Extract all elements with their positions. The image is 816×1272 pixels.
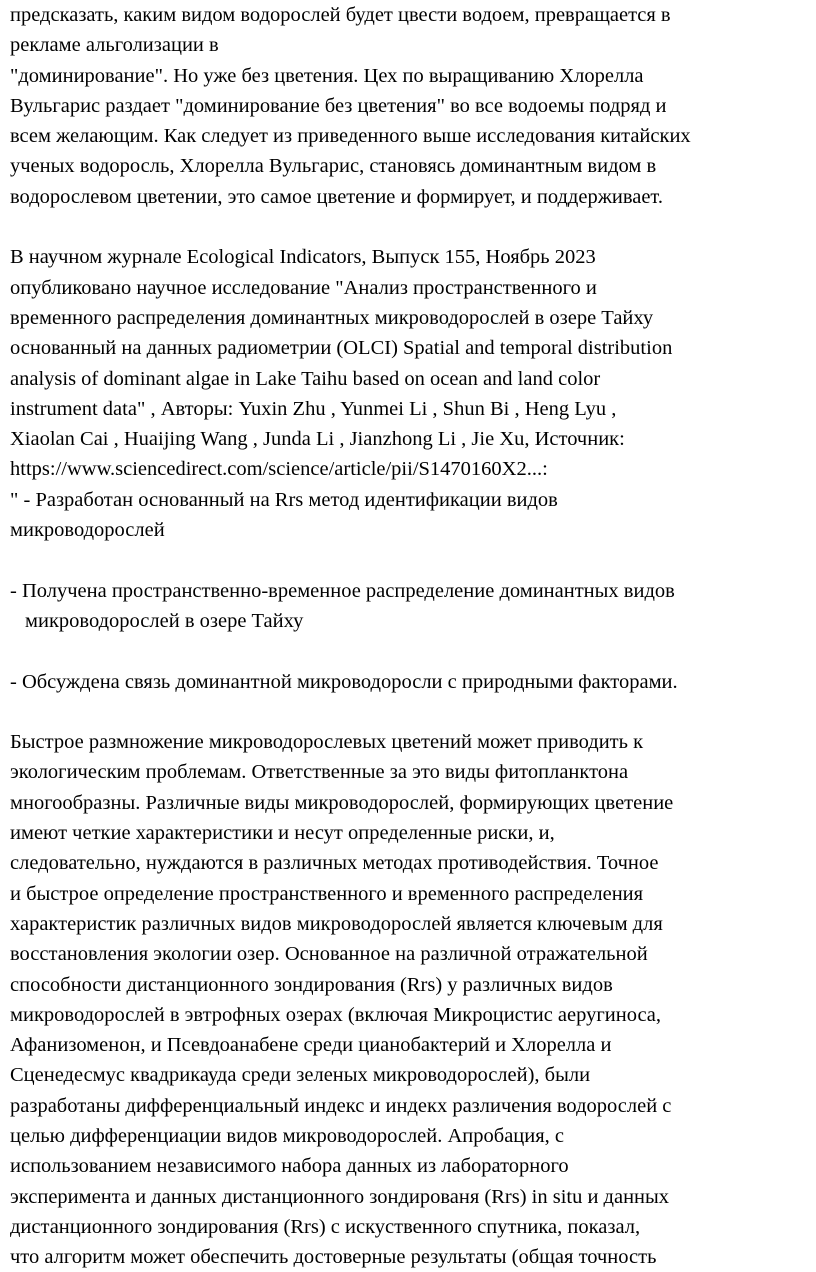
text-line: что алгоритм может обеспечить достоверные результаты (общая точность xyxy=(10,1246,657,1269)
text-line: - Получена пространственно-временное распределение доминантных видов xyxy=(10,579,675,602)
text-line: микроводорослей в озере Тайху xyxy=(25,609,304,632)
text-line: дистанционного зондирования (Rrs) с искуственного спутника, показал, xyxy=(10,1215,641,1238)
text-line: микроводорослей в эвтрофных озерах (включая Микроцистис аеругиноса, xyxy=(10,1003,662,1026)
paragraph-publication xyxy=(10,242,810,545)
text-line: эксперимента и данных дистанционного зондированя (Rrs) in situ и данных xyxy=(10,1185,670,1208)
text-line: характеристик различных видов микроводорослей является ключевым для xyxy=(10,912,663,935)
document-page xyxy=(10,0,810,1272)
text-line: instrument data" , Авторы: Yuxin Zhu , Yunmei Li , Shun Bi , Heng Lyu , xyxy=(10,397,617,420)
text-line: В научном журнале Ecological Indicators, Выпуск 155, Ноябрь 2023 xyxy=(10,246,596,269)
text-line: использованием независимого набора данных из лабораторного xyxy=(10,1155,569,1178)
paragraph-gap xyxy=(10,212,810,242)
source-link-text: https://www.sciencedirect.com/science/article/pii/S1470160X2...: xyxy=(10,458,548,481)
text-line: следовательно, нуждаются в различных методах противодействия. Точное xyxy=(10,852,659,875)
highlight-item-factors xyxy=(10,667,810,697)
text-line: экологическим проблемам. Ответственные за это виды фитопланктона xyxy=(10,761,629,784)
text-line: многообразны. Различные виды микроводорослей, формирующих цветение xyxy=(10,791,674,814)
highlight-item-distribution xyxy=(10,576,810,637)
text-line: - Обсуждена связь доминантной микроводоросли с природными факторами. xyxy=(10,670,678,693)
text-line: имеют четкие характеристики и несут определенные риски, и, xyxy=(10,822,555,845)
text-line: Вульгарис раздает "доминирование без цветения" во все водоемы подряд и xyxy=(10,94,667,117)
text-line: Xiaolan Cai , Huaijing Wang , Junda Li , Jianzhong Li , Jie Xu, Источник: xyxy=(10,428,625,451)
text-line: целью дифференциации видов микроводорослей. Апробация, с xyxy=(10,1124,565,1147)
text-line: Быстрое размножение микроводорослевых цветений может приводить к xyxy=(10,731,644,754)
text-line: способности дистанционного зондирования (Rrs) у различных видов xyxy=(10,973,613,996)
text-line: основанный на данных радиометрии (OLCI) Spatial and temporal distribution xyxy=(10,337,673,360)
text-line: разработаны дифференциальный индекс и индекх различения водорослей с xyxy=(10,1094,672,1117)
text-line: analysis of dominant algae in Lake Taihu based on ocean and land color xyxy=(10,367,601,390)
paragraph-gap xyxy=(10,636,810,666)
text-line: временного распределения доминантных микроводорослей в озере Тайху xyxy=(10,306,654,329)
text-line: водорослевом цветении, это самое цветение и формирует, и поддерживает. xyxy=(10,185,663,208)
paragraph-gap xyxy=(10,545,810,575)
paragraph-abstract xyxy=(10,727,810,1272)
text-line: опубликовано научное исследование "Анализ пространственного и xyxy=(10,276,597,299)
text-line: "доминирование". Но уже без цветения. Цех по выращиванию Хлорелла xyxy=(10,64,644,87)
text-line: всем желающим. Как следует из приведенного выше исследования китайских xyxy=(10,125,691,148)
text-line: рекламе альголизации в xyxy=(10,34,219,57)
text-line: микроводорослей xyxy=(10,519,165,542)
text-line: и быстрое определение пространственного и временного распределения xyxy=(10,882,644,905)
text-line: Сценедесмус квадрикауда среди зеленых микроводорослей), были xyxy=(10,1064,591,1087)
text-line: восстановления экологии озер. Основанное на различной отражательной xyxy=(10,943,648,966)
text-line: предсказать, каким видом водорослей будет цвести водоем, превращается в xyxy=(10,4,671,26)
text-line: " - Разработан основанный на Rrs метод идентификации видов xyxy=(10,488,558,511)
text-line: ученых водоросль, Хлорелла Вульгарис, становясь доминантным видом в xyxy=(10,155,657,178)
text-line: Афанизоменон, и Псевдоанабене среди цианобактерий и Хлорелла и xyxy=(10,1034,612,1057)
paragraph-gap xyxy=(10,697,810,727)
paragraph-algolization xyxy=(10,0,810,212)
